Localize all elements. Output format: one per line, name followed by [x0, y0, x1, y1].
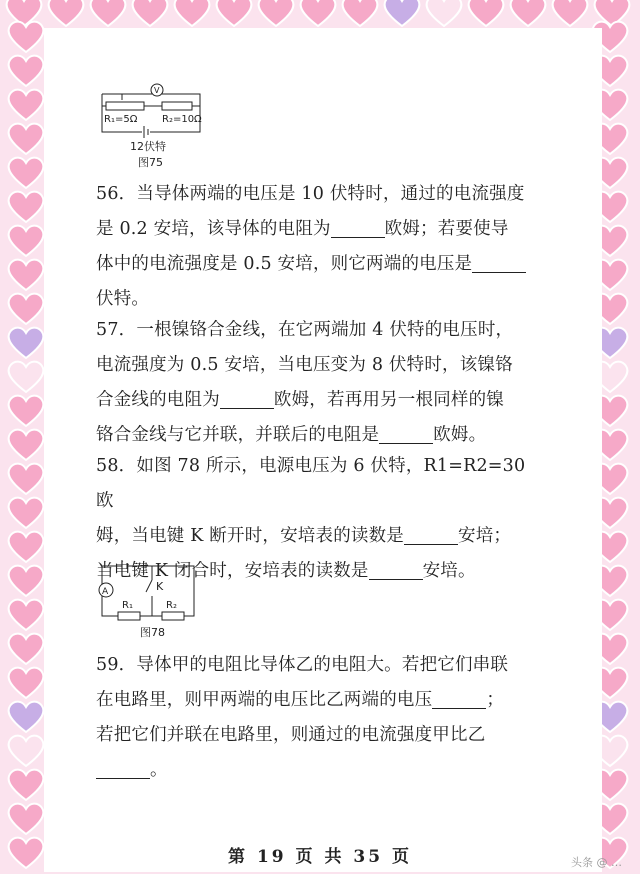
heart-icon — [6, 156, 46, 190]
heart-icon — [508, 0, 548, 28]
heart-icon — [340, 0, 380, 28]
heart-icon — [6, 598, 46, 632]
fig75-source-label: 12伏特 — [130, 140, 166, 153]
heart-icon — [256, 0, 296, 28]
question-line — [96, 519, 546, 554]
question-line — [96, 212, 546, 247]
question-59 — [96, 648, 546, 788]
question-line — [96, 313, 546, 348]
heart-icon — [130, 0, 170, 28]
heart-icon — [6, 700, 46, 734]
question-text: 59．导体甲的电阻比导体乙的电阻大。若把它们串联 — [96, 655, 509, 675]
question-text: 56．当导体两端的电压是 10 伏特时，通过的电流强度 — [96, 184, 525, 204]
page-footer: 第 19 页 共 35 页 — [228, 847, 412, 867]
answer-blank[interactable] — [472, 252, 526, 273]
figure-78-circuit — [96, 552, 200, 644]
question-text: 58．如图 78 所示，电源电压为 6 伏特，R1=R2=30 欧 — [96, 456, 526, 511]
heart-icon — [6, 190, 46, 224]
heart-icon — [424, 0, 464, 28]
question-line — [96, 383, 546, 418]
fig78-r1-label: R₁ — [122, 600, 133, 611]
question-text: 57．一根镍铬合金线，在它两端加 4 伏特的电压时， — [96, 320, 514, 340]
question-text: 欧姆。 — [433, 425, 487, 445]
question-text: ； — [486, 690, 505, 710]
question-text: 合金线的电阻为 — [96, 390, 220, 410]
fig78-meter-label: A — [102, 587, 109, 597]
heart-icon — [6, 564, 46, 598]
heart-icon — [214, 0, 254, 28]
question-text: 若把它们并联在电路里，则通过的电流强度甲比乙 — [96, 725, 486, 745]
heart-icon — [6, 802, 46, 836]
question-text: 安培； — [458, 526, 512, 546]
heart-icon — [6, 632, 46, 666]
heart-icon — [6, 734, 46, 768]
heart-icon — [298, 0, 338, 28]
question-line — [96, 418, 546, 453]
fig78-switch-label: K — [156, 580, 164, 593]
figure-75-circuit — [96, 80, 206, 172]
heart-icon — [466, 0, 506, 28]
heart-icon — [6, 258, 46, 292]
question-line — [96, 282, 546, 317]
question-text: 当电键 K 闭合时，安培表的读数是 — [96, 561, 369, 581]
answer-blank[interactable] — [379, 423, 433, 444]
fig75-caption: 图75 — [138, 156, 163, 169]
heart-icon — [6, 428, 46, 462]
watermark: 头条 @ … — [571, 856, 622, 869]
heart-icon — [172, 0, 212, 28]
question-line — [96, 247, 546, 282]
question-text: 铬合金线与它并联，并联后的电阻是 — [96, 425, 380, 445]
answer-blank[interactable] — [404, 524, 458, 545]
heart-icon — [88, 0, 128, 28]
heart-icon — [6, 122, 46, 156]
question-text: 是 0.2 安培，该导体的电阻为 — [96, 219, 331, 239]
heart-icon — [6, 326, 46, 360]
question-text: 姆，当电键 K 断开时，安培表的读数是 — [96, 526, 404, 546]
question-text: 电流强度为 0.5 安培，当电压变为 8 伏特时，该镍铬 — [96, 355, 513, 375]
answer-blank[interactable] — [432, 688, 486, 709]
fig75-r1-label: R₁=5Ω — [104, 114, 138, 125]
fig78-r2-label: R₂ — [166, 600, 177, 611]
heart-icon — [6, 666, 46, 700]
question-text: 在电路里，则甲两端的电压比乙两端的电压 — [96, 690, 433, 710]
heart-icon — [6, 496, 46, 530]
question-text: 安培。 — [422, 561, 476, 581]
question-line — [96, 683, 546, 718]
question-text: 体中的电流强度是 0.5 安培，则它两端的电压是 — [96, 254, 473, 274]
question-text: 欧姆；若要使导 — [384, 219, 509, 239]
fig75-meter-label: V — [154, 86, 160, 95]
answer-blank[interactable] — [96, 758, 150, 779]
question-line — [96, 648, 546, 683]
question-57 — [96, 313, 546, 453]
question-56 — [96, 177, 546, 317]
heart-icon — [6, 224, 46, 258]
heart-icon — [382, 0, 422, 28]
heart-icon — [6, 88, 46, 122]
question-line — [96, 348, 546, 383]
question-text: 欧姆，若再用另一根同样的镍 — [273, 390, 505, 410]
answer-blank[interactable] — [369, 559, 423, 580]
fig78-caption: 图78 — [140, 626, 165, 639]
heart-icon — [6, 292, 46, 326]
question-line — [96, 753, 546, 788]
question-line — [96, 449, 546, 519]
heart-icon — [6, 20, 46, 54]
answer-blank[interactable] — [220, 388, 274, 409]
fig75-r2-label: R₂=10Ω — [162, 114, 202, 125]
heart-icon — [6, 54, 46, 88]
heart-icon — [6, 530, 46, 564]
heart-icon — [6, 394, 46, 428]
question-line — [96, 718, 546, 753]
question-line — [96, 177, 546, 212]
heart-icon — [6, 462, 46, 496]
heart-icon — [6, 768, 46, 802]
answer-blank[interactable] — [331, 217, 385, 238]
question-text: 伏特。 — [96, 289, 150, 309]
heart-icon — [6, 360, 46, 394]
top-heart-border — [0, 0, 640, 28]
question-text: 。 — [150, 760, 168, 780]
